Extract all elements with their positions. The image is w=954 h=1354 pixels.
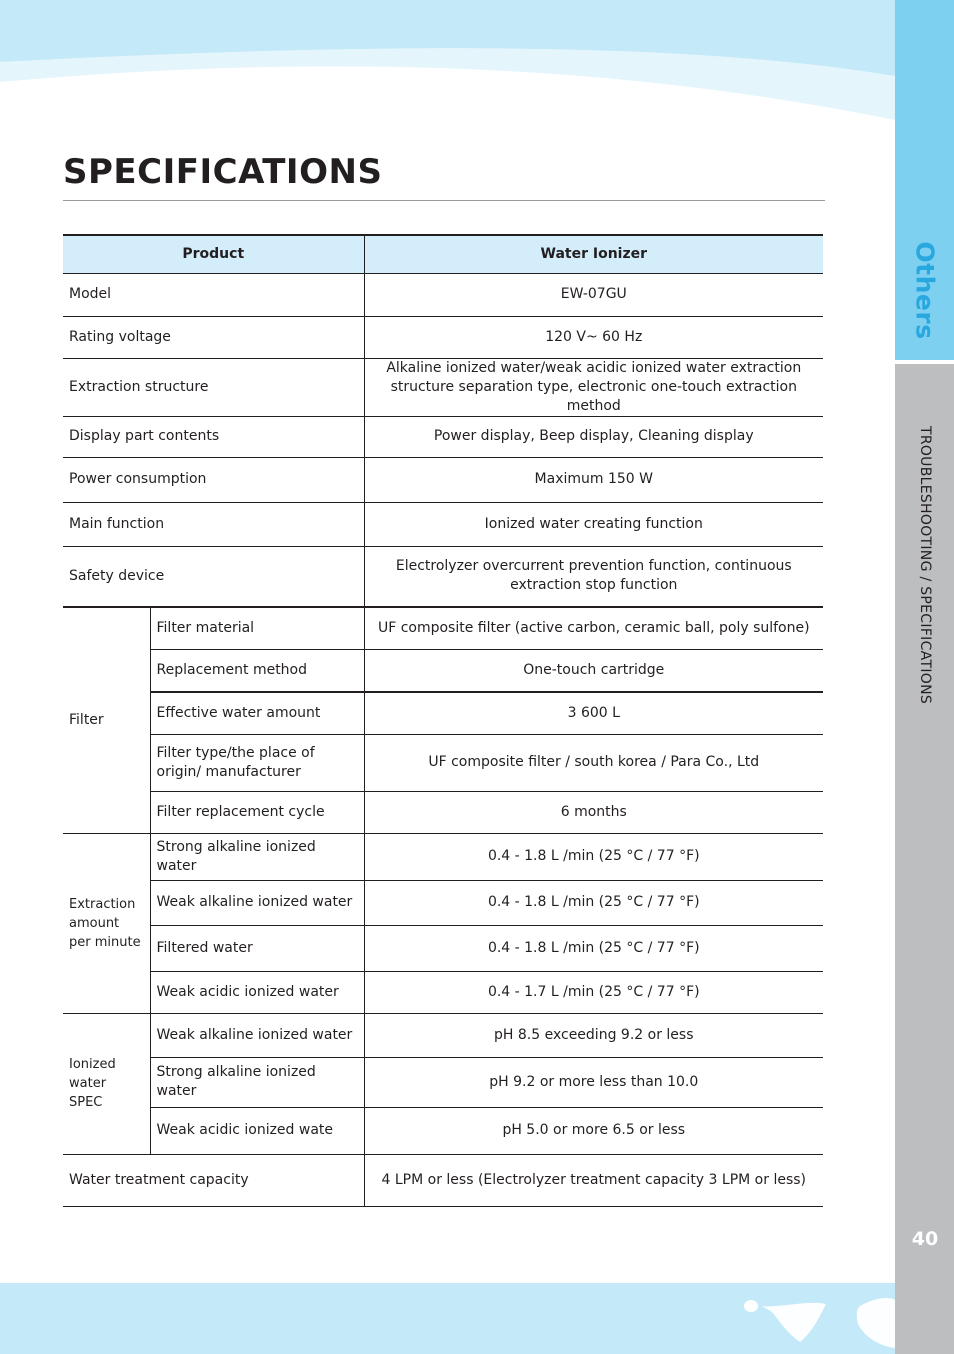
page-number: 40	[911, 1228, 939, 1250]
table-row	[63, 457, 823, 502]
side-tab-others[interactable]: Others	[910, 240, 940, 340]
side-section-label: TROUBLESHOOTING / SPECIFICATIONS	[917, 425, 933, 705]
row-value: 3 600 L	[364, 692, 823, 734]
row-label: Water treatment capacity	[63, 1154, 364, 1206]
row-label: Weak acidic ionized water	[150, 971, 364, 1013]
row-value: UF composite filter / south korea / Para Co., Ltd	[364, 734, 823, 791]
row-value: 0.4 - 1.8 L /min (25 °C / 77 °F)	[364, 925, 823, 971]
table-row	[63, 649, 823, 692]
group-label-ionized: Ionized water SPEC	[63, 1013, 150, 1154]
row-label: Filter type/the place of origin/ manufacturer	[150, 734, 364, 791]
row-label: Model	[63, 273, 364, 316]
row-value: 6 months	[364, 791, 823, 833]
row-value: 120 V~ 60 Hz	[364, 316, 823, 358]
table-row	[63, 1013, 823, 1057]
table-row	[63, 316, 823, 358]
row-value: Alkaline ionized water/weak acidic ionized water extraction structure separation type, electronic one-touch extraction method	[364, 358, 823, 416]
table-row	[63, 607, 823, 649]
row-value: UF composite filter (active carbon, ceramic ball, poly sulfone)	[364, 607, 823, 649]
table-row	[63, 833, 823, 880]
row-label: Replacement method	[150, 649, 364, 692]
table-row	[63, 502, 823, 546]
row-label: Extraction structure	[63, 358, 364, 416]
row-value: Power display, Beep display, Cleaning display	[364, 416, 823, 457]
row-label: Weak alkaline ionized water	[150, 880, 364, 925]
table-row	[63, 1107, 823, 1154]
table-row	[63, 692, 823, 734]
page-title: SPECIFICATIONS	[63, 152, 383, 192]
top-wave-decoration	[0, 0, 895, 140]
row-label: Main function	[63, 502, 364, 546]
table-row	[63, 546, 823, 607]
title-divider	[63, 200, 825, 201]
table-row	[63, 273, 823, 316]
header-value: Water Ionizer	[364, 235, 823, 273]
table-row	[63, 734, 823, 791]
row-label: Strong alkaline ionized water	[150, 1057, 364, 1107]
row-value: 4 LPM or less (Electrolyzer treatment capacity 3 LPM or less)	[364, 1154, 823, 1206]
table-row	[63, 971, 823, 1013]
row-value: Maximum 150 W	[364, 457, 823, 502]
group-label-extraction: Extraction amount per minute	[63, 833, 150, 1013]
row-value: pH 9.2 or more less than 10.0	[364, 1057, 823, 1107]
row-value: EW-07GU	[364, 273, 823, 316]
row-label: Weak acidic ionized wate	[150, 1107, 364, 1154]
row-label: Filter replacement cycle	[150, 791, 364, 833]
table-row	[63, 791, 823, 833]
table-row	[63, 416, 823, 457]
group-label-filter: Filter	[63, 607, 150, 833]
row-label: Strong alkaline ionized water	[150, 833, 364, 880]
row-value: pH 8.5 exceeding 9.2 or less	[364, 1013, 823, 1057]
table-row	[63, 358, 823, 416]
table-row	[63, 1154, 823, 1206]
row-value: One-touch cartridge	[364, 649, 823, 692]
table-row	[63, 925, 823, 971]
row-label: Power consumption	[63, 457, 364, 502]
row-label: Display part contents	[63, 416, 364, 457]
water-drop-icon	[738, 1292, 895, 1354]
table-header-row	[63, 235, 823, 273]
specifications-table	[63, 234, 823, 1207]
row-value: 0.4 - 1.7 L /min (25 °C / 77 °F)	[364, 971, 823, 1013]
table-row	[63, 880, 823, 925]
row-value: 0.4 - 1.8 L /min (25 °C / 77 °F)	[364, 880, 823, 925]
row-label: Filtered water	[150, 925, 364, 971]
row-label: Rating voltage	[63, 316, 364, 358]
table-row	[63, 1057, 823, 1107]
row-value: Ionized water creating function	[364, 502, 823, 546]
row-value: 0.4 - 1.8 L /min (25 °C / 77 °F)	[364, 833, 823, 880]
header-product: Product	[63, 235, 364, 273]
row-value: Electrolyzer overcurrent prevention function, continuous extraction stop function	[364, 546, 823, 607]
row-value: pH 5.0 or more 6.5 or less	[364, 1107, 823, 1154]
row-label: Weak alkaline ionized water	[150, 1013, 364, 1057]
row-label: Effective water amount	[150, 692, 364, 734]
row-label: Filter material	[150, 607, 364, 649]
row-label: Safety device	[63, 546, 364, 607]
